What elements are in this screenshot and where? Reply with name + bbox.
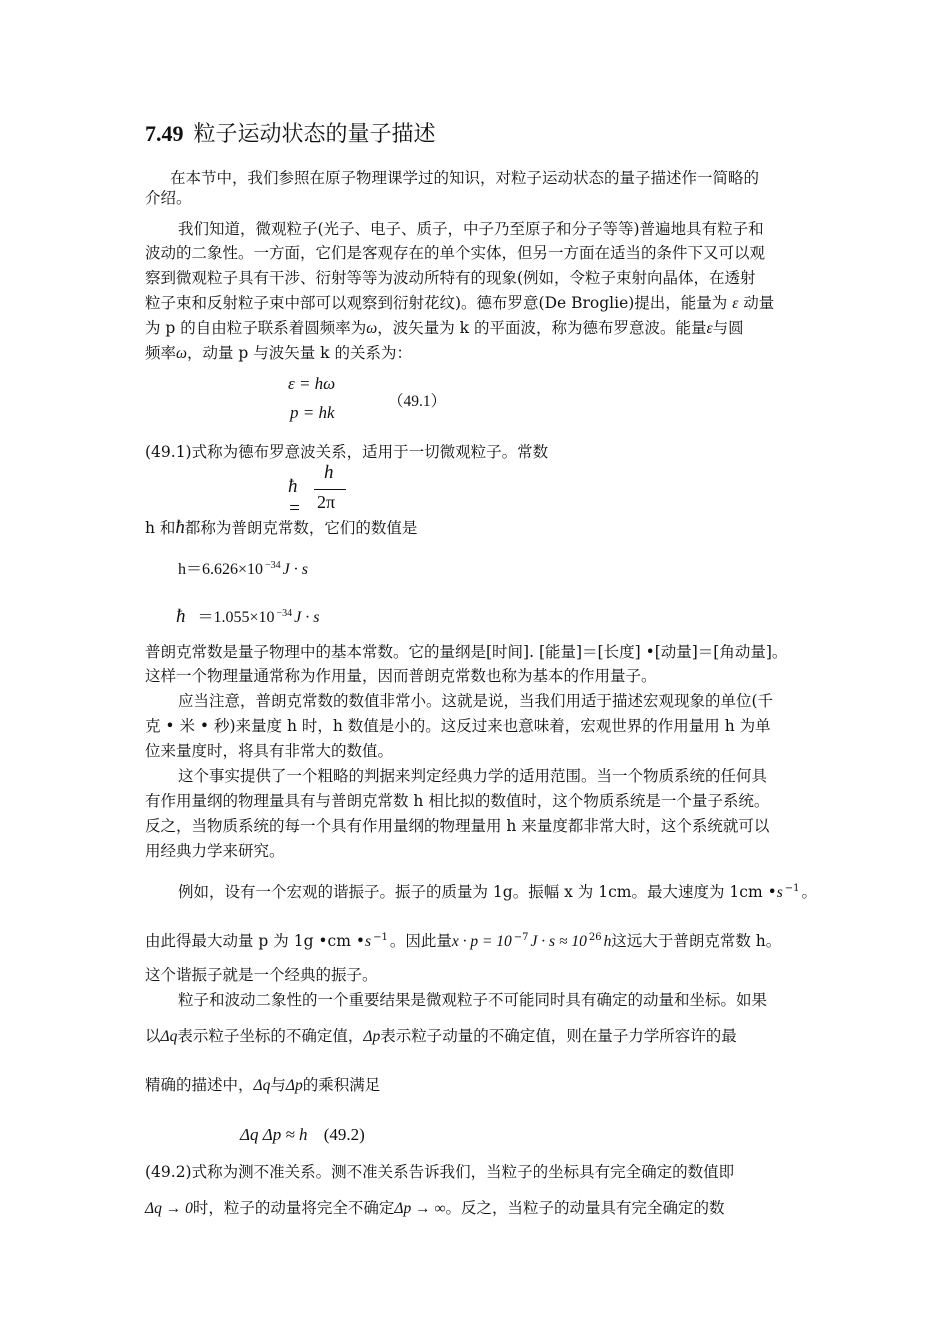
- hbar-numerator: h: [324, 462, 334, 483]
- para1-line-1: 我们知道，微观粒子(光子、电子、质子，中子乃至原子和分子等等)普遍地具有粒子和: [178, 220, 764, 238]
- delta-p: Δp: [363, 1028, 381, 1045]
- intro-line-2: 介绍。: [145, 189, 192, 207]
- unit-s: s: [776, 884, 783, 901]
- para6-line-3: [145, 1075, 380, 1096]
- omega-symbol: ω: [366, 320, 378, 337]
- para7-line-2b: 时，粒子的动量将完全不确定: [192, 1199, 395, 1217]
- para5-line-1-end: 。: [801, 883, 818, 901]
- unit-s-2: s: [365, 933, 372, 950]
- para1-line-5c: 与圆: [712, 319, 744, 337]
- h-value-unit: J · s: [282, 561, 308, 578]
- eq-49-1-line-1: ε = hω: [288, 374, 336, 393]
- fraction-bar: [314, 489, 346, 490]
- para5-line-1-text: 例如，设有一个宏观的谐振子。振子的质量为 1g。振幅 x 为 1cm。最大速度为 1cm •: [178, 883, 777, 901]
- eq-49-2-label: (49.2): [323, 1125, 365, 1144]
- h-symbol: h: [603, 933, 612, 950]
- para6-line-3a: 精确的描述中，: [145, 1076, 254, 1094]
- dp-to-infinity: Δp → ∞: [394, 1200, 446, 1217]
- hbar-value: [176, 604, 320, 628]
- para5-line-2b: 。因此量: [389, 932, 452, 950]
- para1-line-3: 察到微观粒子具有干涉、衍射等等为波动所特有的现象(例如，令粒子束射向晶体，在透射: [145, 269, 756, 287]
- eq-49-2-expr: Δq Δp ≈ h: [240, 1125, 308, 1144]
- delta-q: Δq: [160, 1028, 178, 1045]
- hbar-value-exp: −34: [276, 608, 293, 619]
- para6-line-1: 粒子和波动二象性的一个重要结果是微观粒子不可能同时具有确定的动量和坐标。如果: [178, 991, 768, 1009]
- para1-line-5: [145, 318, 744, 339]
- para1-line-2: 波动的二象性。一方面，它们是客观存在的单个实体，但另一方面在适当的条件下又可以观: [145, 244, 766, 262]
- h-value-prefix: h＝6.626×: [178, 561, 248, 578]
- para3-line-1: 应当注意，普朗克常数的数值非常小。这就是说，当我们用适于描述宏观现象的单位(千: [178, 692, 774, 710]
- hbar-denominator: 2π: [317, 492, 336, 512]
- xp-mid: J · s ≈ 10: [530, 933, 587, 950]
- intro-line-1: 在本节中，我们参照在原子物理课学过的知识，对粒子运动状态的量子描述作一简略的: [170, 169, 760, 187]
- after-eq-49-1: (49.1)式称为德布罗意波关系，适用于一切微观粒子。常数: [145, 443, 549, 461]
- planck-line-a: h 和: [145, 519, 176, 537]
- para7-line-1: (49.2)式称为测不准关系。测不准关系告诉我们，当粒子的坐标具有完全确定的数值即: [145, 1163, 735, 1181]
- epsilon-symbol-2: ε: [706, 320, 713, 337]
- hbar-symbol: ħ: [175, 517, 185, 538]
- para6-line-2a: 以: [145, 1027, 161, 1045]
- para4-line-2: 有作用量纲的物理量具有与普朗克常数 h 相比拟的数值时，这个物质系统是一个量子系统。: [145, 792, 770, 810]
- eq-49-2: [240, 1125, 365, 1145]
- delta-q-2: Δq: [253, 1077, 271, 1094]
- para5-line-3: 这个谐振子就是一个经典的振子。: [145, 966, 378, 984]
- unit-exp-2: −1: [373, 932, 388, 943]
- delta-p-2: Δp: [285, 1077, 303, 1094]
- para6-line-3b: 与: [270, 1076, 286, 1094]
- para4-line-3: 反之，当物质系统的每一个具有作用量纲的物理量用 h 来量度都非常大时，这个系统就可以: [145, 817, 770, 835]
- section-number: 7.49: [145, 121, 184, 146]
- para5-line-2a: 由此得最大动量 p 为 1g •cm •: [145, 932, 366, 950]
- hbar-symbol-2: ħ: [176, 606, 186, 627]
- para1-line-6a: 频率: [145, 344, 177, 362]
- para7-line-2d: 。反之，当粒子的动量具有完全确定的数: [445, 1199, 725, 1217]
- para5-line-2: [145, 928, 781, 952]
- para1-line-4: [145, 293, 774, 314]
- para6-line-2c: 表示粒子动量的不确定值，则在量子力学所容许的最: [380, 1027, 737, 1045]
- para1-line-6: [145, 343, 412, 364]
- h-value: [178, 556, 308, 580]
- para5-line-2c: 这远大于普朗克常数 h。: [611, 932, 782, 950]
- para3-line-2: 克 • 米 • 秒)来量度 h 时，h 数值是小的。这反过来也意味着，宏观世界的作用量用 h 为单: [145, 717, 771, 735]
- para6-line-2b: 表示粒子坐标的不确定值，: [177, 1027, 364, 1045]
- planck-line-b: 都称为普朗克常数，它们的数值是: [184, 519, 418, 537]
- eq-49-1-label: （49.1）: [388, 393, 447, 410]
- hbar-value-prefix: ＝1.055×: [197, 609, 259, 626]
- h-value-exp: −34: [265, 560, 281, 571]
- eq-49-1-line-2: p = hk: [290, 403, 335, 422]
- para1-line-5b: ，波矢量为 k 的平面波，称为德布罗意波。能量: [377, 319, 707, 337]
- xp-exp-1: −7: [513, 932, 529, 943]
- unit-exp: −1: [784, 883, 800, 894]
- para2-line-1: 普朗克常数是量子物理中的基本常数。它的量纲是[时间]. [能量]＝[长度] •[动量]＝[角动量]。: [145, 643, 788, 661]
- para7-line-2: [145, 1198, 725, 1219]
- section-title: [145, 120, 436, 149]
- para1-line-5a: 为 p 的自由粒子联系着圆频率为: [145, 319, 367, 337]
- para5-line-1: [178, 879, 817, 903]
- para3-line-3: 位来量度时，将具有非常大的数值。: [145, 742, 394, 760]
- para1-line-4-text: 粒子束和反射粒子束中部可以观察到衍射花纹)。德布罗意(De Broglie)提出，能量为: [145, 294, 728, 312]
- hbar-lhs: ħ =: [288, 476, 301, 519]
- xp-expression: x · p = 10: [451, 933, 512, 950]
- h-value-base: 10: [247, 561, 264, 578]
- dq-to-zero: Δq → 0: [145, 1200, 193, 1217]
- hbar-value-unit: J · s: [294, 609, 320, 626]
- planck-line: [145, 518, 417, 538]
- para4-line-4: 用经典力学来研究。: [145, 842, 285, 860]
- para4-line-1: 这个事实提供了一个粗略的判据来判定经典力学的适用范围。当一个物质系统的任何具: [178, 767, 768, 785]
- para2-line-2: 这样一个物理量通常称为作用量，因而普朗克常数也称为基本的作用量子。: [145, 667, 657, 685]
- xp-exp-2: 26: [588, 932, 602, 943]
- epsilon-symbol: ε: [732, 295, 739, 312]
- para1-line-6b: ，动量 p 与波矢量 k 的关系为：: [186, 344, 412, 362]
- para6-line-2: [145, 1026, 737, 1047]
- hbar-value-base: 10: [258, 609, 275, 626]
- para6-line-3c: 的乘积满足: [302, 1076, 381, 1094]
- para1-line-4-end: 动量: [743, 294, 775, 312]
- omega-symbol-2: ω: [176, 345, 187, 362]
- section-title-text: 粒子运动状态的量子描述: [193, 122, 436, 147]
